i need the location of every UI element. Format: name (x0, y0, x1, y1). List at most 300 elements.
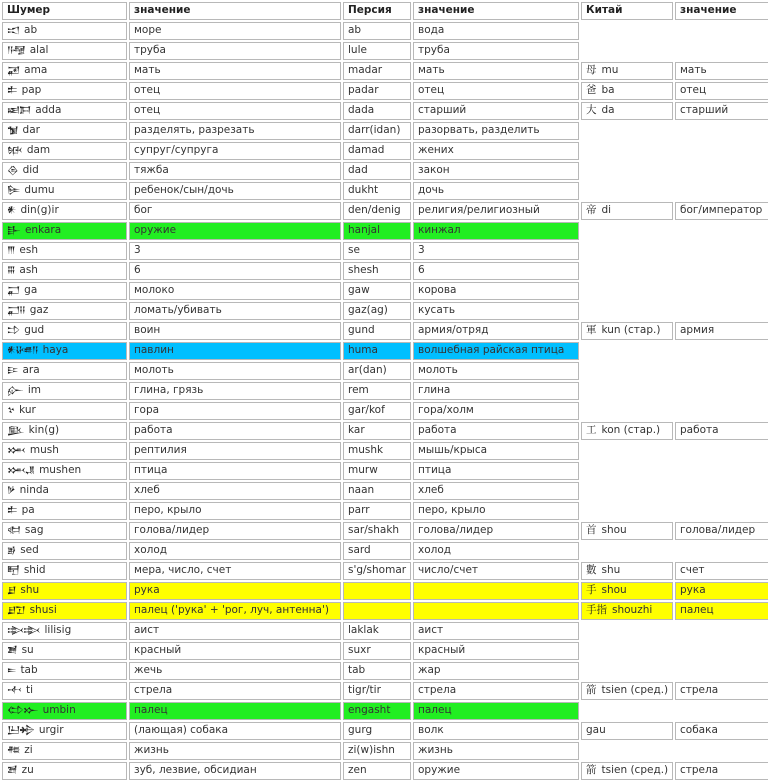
persian-word-cell: ar(dan) (343, 362, 411, 380)
chinese-word-cell (581, 422, 673, 440)
cuneiform-sign-icon: 𒃻 (7, 485, 15, 496)
empty-cell (581, 462, 673, 480)
sumer-word: dar (22, 123, 40, 136)
sumer-meaning-cell: бог (129, 202, 341, 220)
cuneiform-sign-icon: 𒂷𒍝 (7, 305, 25, 316)
persian-meaning-cell: вода (413, 22, 579, 40)
persian-meaning-cell: 3 (413, 242, 579, 260)
sumer-word-cell (2, 242, 127, 260)
cuneiform-sign-icon: 𒌌𒁍 (7, 705, 38, 716)
chinese-meaning-cell: рука (675, 582, 768, 600)
chinese-meaning-cell: счет (675, 562, 768, 580)
empty-cell (581, 302, 673, 320)
persian-word-cell: hanjal (343, 222, 411, 240)
sumer-meaning-cell: гора (129, 402, 341, 420)
cuneiform-sign-icon: 𒋾 (7, 685, 22, 696)
persian-word-cell: zen (343, 762, 411, 780)
persian-word-cell: murw (343, 462, 411, 480)
persian-word-cell: dukht (343, 182, 411, 200)
empty-cell (675, 162, 768, 180)
table-row (2, 382, 768, 400)
sumer-word: dumu (24, 183, 55, 196)
sumer-word-cell (2, 522, 127, 540)
persian-meaning-cell: жених (413, 142, 579, 160)
table-row (2, 582, 768, 600)
sumer-meaning-cell: молоко (129, 282, 341, 300)
empty-cell (581, 402, 673, 420)
persian-word-cell: gaz(ag) (343, 302, 411, 320)
cuneiform-sign-icon: 𒋗𒋛 (7, 605, 25, 616)
sumer-word: ti (26, 683, 34, 696)
table-row (2, 622, 768, 640)
empty-cell (581, 362, 673, 380)
empty-cell (581, 742, 673, 760)
sumer-meaning-cell: мать (129, 62, 341, 80)
chinese-character: 母 (586, 64, 597, 77)
empty-cell (675, 662, 768, 680)
chinese-word: gau (586, 724, 606, 737)
table-row (2, 462, 768, 480)
sumer-meaning-cell: стрела (129, 682, 341, 700)
chinese-meaning-cell: работа (675, 422, 768, 440)
cuneiform-sign-icon: 𒉺 (7, 505, 17, 516)
sumer-word: lilisig (44, 623, 72, 636)
table-body (2, 22, 768, 780)
table-row (2, 22, 768, 40)
table-row (2, 182, 768, 200)
sumer-word: umbin (42, 703, 76, 716)
persian-word-cell: madar (343, 62, 411, 80)
empty-cell (581, 622, 673, 640)
sumer-word-cell (2, 262, 127, 280)
persian-word-cell: se (343, 242, 411, 260)
chinese-character: 帝 (586, 204, 597, 217)
table-row (2, 662, 768, 680)
sumer-meaning-cell: птица (129, 462, 341, 480)
sumer-word-cell (2, 182, 127, 200)
persian-meaning-cell: волк (413, 722, 579, 740)
empty-cell (675, 642, 768, 660)
sumer-meaning-cell: супруг/супруга (129, 142, 341, 160)
cuneiform-sign-icon: 𒇸𒇸 (7, 625, 40, 636)
sumer-meaning-cell: труба (129, 42, 341, 60)
sumer-meaning-cell: перо, крыло (129, 502, 341, 520)
cuneiform-sign-icon: 𒉺 (7, 85, 17, 96)
chinese-word: mu (601, 64, 619, 77)
sumer-word: mushen (39, 463, 82, 476)
persian-word-cell: huma (343, 342, 411, 360)
chinese-word-cell (581, 722, 673, 740)
sumer-word-cell (2, 402, 127, 420)
sumer-word-cell (2, 82, 127, 100)
cuneiform-sign-icon: 𒋢 (7, 645, 17, 656)
persian-meaning-cell: 6 (413, 262, 579, 280)
sumer-word: adda (35, 103, 62, 116)
cuneiform-sign-icon: 𒀭𒄩𒌑𒀀 (7, 345, 38, 356)
sumer-meaning-cell: зуб, лезвие, обсидиан (129, 762, 341, 780)
sumer-meaning-cell: тяжба (129, 162, 341, 180)
empty-cell (581, 542, 673, 560)
sumer-meaning-cell: мера, число, счет (129, 562, 341, 580)
persian-word-cell: shesh (343, 262, 411, 280)
persian-meaning-cell: глина (413, 382, 579, 400)
sumer-word: pap (21, 83, 42, 96)
empty-cell (581, 282, 673, 300)
chinese-character: 工 (586, 424, 597, 437)
sumer-word: haya (42, 343, 69, 356)
cuneiform-sign-icon: 𒌉 (7, 185, 20, 196)
sumer-meaning-cell: жечь (129, 662, 341, 680)
table-row (2, 62, 768, 80)
persian-meaning-cell: дочь (413, 182, 579, 200)
table-row (2, 502, 768, 520)
sumer-word-cell (2, 662, 127, 680)
persian-meaning-cell: старший (413, 102, 579, 120)
chinese-word-cell (581, 202, 673, 220)
sumer-meaning-cell: глина, грязь (129, 382, 341, 400)
sumer-word-cell (2, 62, 127, 80)
empty-cell (675, 462, 768, 480)
empty-cell (675, 222, 768, 240)
sumer-word: su (21, 643, 34, 656)
empty-cell (581, 442, 673, 460)
empty-cell (675, 362, 768, 380)
persian-meaning-cell (413, 582, 579, 600)
chinese-word: kon (стар.) (601, 424, 661, 437)
persian-word-cell: gund (343, 322, 411, 340)
persian-word-cell: tab (343, 662, 411, 680)
sumer-word-cell (2, 362, 127, 380)
sumer-meaning-cell: 3 (129, 242, 341, 260)
empty-cell (581, 262, 673, 280)
sumer-word: ga (24, 283, 38, 296)
sumer-word: shu (20, 583, 40, 596)
persian-meaning-cell: гора/холм (413, 402, 579, 420)
chinese-word-cell (581, 582, 673, 600)
empty-cell (675, 542, 768, 560)
table-row (2, 322, 768, 340)
table-row (2, 402, 768, 420)
chinese-meaning-cell: голова/лидер (675, 522, 768, 540)
empty-cell (675, 182, 768, 200)
empty-cell (675, 402, 768, 420)
empty-cell (675, 622, 768, 640)
table-row (2, 102, 768, 120)
table-row (2, 702, 768, 720)
cuneiform-sign-icon: 𒁲 (7, 165, 18, 176)
sumer-meaning-cell: павлин (129, 342, 341, 360)
persian-meaning-cell: оружие (413, 762, 579, 780)
header-sumer-meaning: значение (129, 2, 341, 20)
sumer-word-cell (2, 642, 127, 660)
persian-word-cell: tigr/tir (343, 682, 411, 700)
persian-meaning-cell: красный (413, 642, 579, 660)
cuneiform-sign-icon: 𒋰 (7, 665, 16, 676)
sumer-meaning-cell: (лающая) собака (129, 722, 341, 740)
sumer-meaning-cell: аист (129, 622, 341, 640)
sumer-meaning-cell: хлеб (129, 482, 341, 500)
chinese-word-cell (581, 102, 673, 120)
chinese-character: 箭 (586, 684, 597, 697)
chinese-character: 箭 (586, 764, 597, 777)
sumer-word: ama (24, 63, 48, 76)
table-row (2, 42, 768, 60)
sumer-meaning-cell: 6 (129, 262, 341, 280)
persian-word-cell: mushk (343, 442, 411, 460)
table-row (2, 742, 768, 760)
persian-meaning-cell: стрела (413, 682, 579, 700)
table-row (2, 542, 768, 560)
empty-cell (581, 42, 673, 60)
sumer-meaning-cell: море (129, 22, 341, 40)
persian-word-cell: engasht (343, 702, 411, 720)
table-row (2, 362, 768, 380)
chinese-word-cell (581, 322, 673, 340)
sumer-meaning-cell: жизнь (129, 742, 341, 760)
empty-cell (675, 482, 768, 500)
table-row (2, 762, 768, 780)
persian-meaning-cell: кусать (413, 302, 579, 320)
empty-cell (675, 122, 768, 140)
cuneiform-sign-icon: 𒀀𒆷 (7, 45, 25, 56)
cuneiform-sign-icon: 𒈲 (7, 445, 25, 456)
empty-cell (675, 282, 768, 300)
sumer-meaning-cell: палец (129, 702, 341, 720)
persian-meaning-cell: аист (413, 622, 579, 640)
persian-word-cell: ab (343, 22, 411, 40)
sumer-meaning-cell: палец ('рука' + 'рог, луч, антенна') (129, 602, 341, 620)
chinese-meaning-cell: бог/император (675, 202, 768, 220)
sumer-word-cell (2, 302, 127, 320)
sumer-word-cell (2, 602, 127, 620)
table-row (2, 82, 768, 100)
chinese-word-cell (581, 562, 673, 580)
table-row (2, 302, 768, 320)
empty-cell (581, 182, 673, 200)
persian-meaning-cell: молоть (413, 362, 579, 380)
persian-meaning-cell: палец (413, 702, 579, 720)
persian-word-cell (343, 602, 411, 620)
table-row (2, 522, 768, 540)
sumer-meaning-cell: холод (129, 542, 341, 560)
chinese-character: 手指 (586, 604, 607, 617)
empty-cell (675, 342, 768, 360)
persian-meaning-cell: число/счет (413, 562, 579, 580)
persian-meaning-cell: жизнь (413, 742, 579, 760)
table-row (2, 262, 768, 280)
header-sumer: Шумер (2, 2, 127, 20)
empty-cell (581, 22, 673, 40)
cuneiform-sign-icon: 𒃲 (7, 225, 20, 236)
chinese-word: kun (стар.) (601, 324, 661, 337)
sumer-word-cell (2, 742, 127, 760)
sumer-word: sed (20, 543, 39, 556)
empty-cell (675, 702, 768, 720)
header-china: Китай (581, 2, 673, 20)
sumer-word: alal (29, 43, 49, 56)
persian-meaning-cell: армия/отряд (413, 322, 579, 340)
persian-meaning-cell: волшебная райская птица (413, 342, 579, 360)
chinese-meaning-cell: отец (675, 82, 768, 100)
persian-word-cell: zi(w)ishn (343, 742, 411, 760)
chinese-word-cell (581, 82, 673, 100)
empty-cell (675, 42, 768, 60)
empty-cell (581, 502, 673, 520)
cuneiform-sign-icon: 𒐋 (7, 265, 15, 276)
persian-meaning-cell: голова/лидер (413, 522, 579, 540)
sumer-word: zu (21, 763, 34, 776)
sumer-word-cell (2, 422, 127, 440)
persian-meaning-cell: закон (413, 162, 579, 180)
sumer-word-cell (2, 682, 127, 700)
sumer-word: kin(g) (28, 423, 60, 436)
persian-meaning-cell: хлеб (413, 482, 579, 500)
chinese-meaning-cell: стрела (675, 762, 768, 780)
sumer-word-cell (2, 322, 127, 340)
sumer-meaning-cell: ломать/убивать (129, 302, 341, 320)
sumer-word: ab (24, 23, 38, 36)
chinese-character: 爸 (586, 84, 597, 97)
persian-word-cell: rem (343, 382, 411, 400)
sumer-word: tab (20, 663, 38, 676)
empty-cell (581, 222, 673, 240)
chinese-character: 手 (586, 584, 597, 597)
empty-cell (581, 142, 673, 160)
chinese-word: tsien (сред.) (601, 684, 669, 697)
sumer-word: kur (19, 403, 36, 416)
persian-word-cell: gurg (343, 722, 411, 740)
cuneiform-sign-icon: 𒊕 (7, 525, 20, 536)
cuneiform-sign-icon: 𒐈 (7, 245, 15, 256)
sumer-word-cell (2, 502, 127, 520)
chinese-meaning-cell: собака (675, 722, 768, 740)
sumer-word-cell (2, 762, 127, 780)
persian-meaning-cell: перо, крыло (413, 502, 579, 520)
sumer-word-cell (2, 22, 127, 40)
cuneiform-sign-icon: 𒈲𒂗 (7, 465, 35, 476)
sumer-meaning-cell: воин (129, 322, 341, 340)
table-row (2, 202, 768, 220)
sumer-word: urgir (38, 723, 64, 736)
empty-cell (581, 662, 673, 680)
cuneiform-sign-icon: 𒄞 (7, 325, 20, 336)
sumer-word-cell (2, 462, 127, 480)
persian-word-cell: dada (343, 102, 411, 120)
persian-word-cell: laklak (343, 622, 411, 640)
persian-meaning-cell: холод (413, 542, 579, 560)
empty-cell (581, 702, 673, 720)
table-row (2, 142, 768, 160)
sumer-meaning-cell: красный (129, 642, 341, 660)
cuneiform-sign-icon: 𒋗 (7, 585, 16, 596)
chinese-word-cell (581, 682, 673, 700)
sumer-meaning-cell: работа (129, 422, 341, 440)
table-row (2, 422, 768, 440)
sumer-meaning-cell: отец (129, 82, 341, 100)
empty-cell (675, 302, 768, 320)
chinese-meaning-cell: мать (675, 62, 768, 80)
chinese-word-cell (581, 762, 673, 780)
sumer-word-cell (2, 282, 127, 300)
sumer-meaning-cell: разделять, разрезать (129, 122, 341, 140)
cuneiform-sign-icon: 𒍪 (7, 765, 17, 776)
sumer-word-cell (2, 562, 127, 580)
sumer-word-cell (2, 202, 127, 220)
sumer-word: esh (19, 243, 38, 256)
persian-meaning-cell: мать (413, 62, 579, 80)
cuneiform-sign-icon: 𒁯 (7, 125, 18, 136)
persian-word-cell: damad (343, 142, 411, 160)
empty-cell (675, 382, 768, 400)
sumer-meaning-cell: ребенок/сын/дочь (129, 182, 341, 200)
table-row (2, 122, 768, 140)
sumer-word: dam (26, 143, 51, 156)
sumer-word-cell (2, 102, 127, 120)
cuneiform-sign-icon: 𒀜𒁕 (7, 105, 31, 116)
empty-cell (675, 742, 768, 760)
chinese-word-cell (581, 602, 673, 620)
empty-cell (675, 262, 768, 280)
persian-meaning-cell: разорвать, разделить (413, 122, 579, 140)
sumer-meaning-cell: молоть (129, 362, 341, 380)
empty-cell (675, 502, 768, 520)
chinese-word: tsien (сред.) (601, 764, 669, 777)
chinese-word: da (601, 104, 615, 117)
persian-meaning-cell: отец (413, 82, 579, 100)
sumer-word-cell (2, 622, 127, 640)
sumer-word: mush (29, 443, 59, 456)
sumer-word: did (22, 163, 39, 176)
cuneiform-sign-icon: 𒅎 (7, 385, 23, 396)
table-row (2, 222, 768, 240)
sumer-meaning-cell: отец (129, 102, 341, 120)
table-row (2, 722, 768, 740)
sumer-word-cell (2, 482, 127, 500)
sumer-word-cell (2, 702, 127, 720)
sumer-word: im (27, 383, 42, 396)
sumer-word-cell (2, 582, 127, 600)
persian-meaning-cell: кинжал (413, 222, 579, 240)
chinese-word-cell (581, 522, 673, 540)
header-persia: Персия (343, 2, 411, 20)
sumer-word-cell (2, 442, 127, 460)
header-persia-meaning: значение (413, 2, 579, 20)
empty-cell (581, 342, 673, 360)
sumer-word: shid (23, 563, 46, 576)
cuneiform-sign-icon: 𒂷 (7, 285, 20, 296)
persian-word-cell: den/denig (343, 202, 411, 220)
header-china-meaning: значение (675, 2, 768, 20)
sumer-word-cell (2, 382, 127, 400)
persian-word-cell: s'g/shomar (343, 562, 411, 580)
sumer-word-cell (2, 122, 127, 140)
empty-cell (581, 122, 673, 140)
cuneiform-sign-icon: 𒄿 (7, 365, 18, 376)
persian-meaning-cell: корова (413, 282, 579, 300)
table-row (2, 162, 768, 180)
cuneiform-sign-icon: 𒂼 (7, 65, 20, 76)
sumer-word: ara (22, 363, 40, 376)
empty-cell (675, 242, 768, 260)
cuneiform-sign-icon: 𒆥 (7, 425, 24, 436)
persian-word-cell: dad (343, 162, 411, 180)
sumer-word: ninda (19, 483, 49, 496)
persian-meaning-cell: птица (413, 462, 579, 480)
empty-cell (581, 482, 673, 500)
chinese-character: 首 (586, 524, 597, 537)
table-row (2, 242, 768, 260)
cuneiform-sign-icon: 𒂊 (7, 545, 16, 556)
